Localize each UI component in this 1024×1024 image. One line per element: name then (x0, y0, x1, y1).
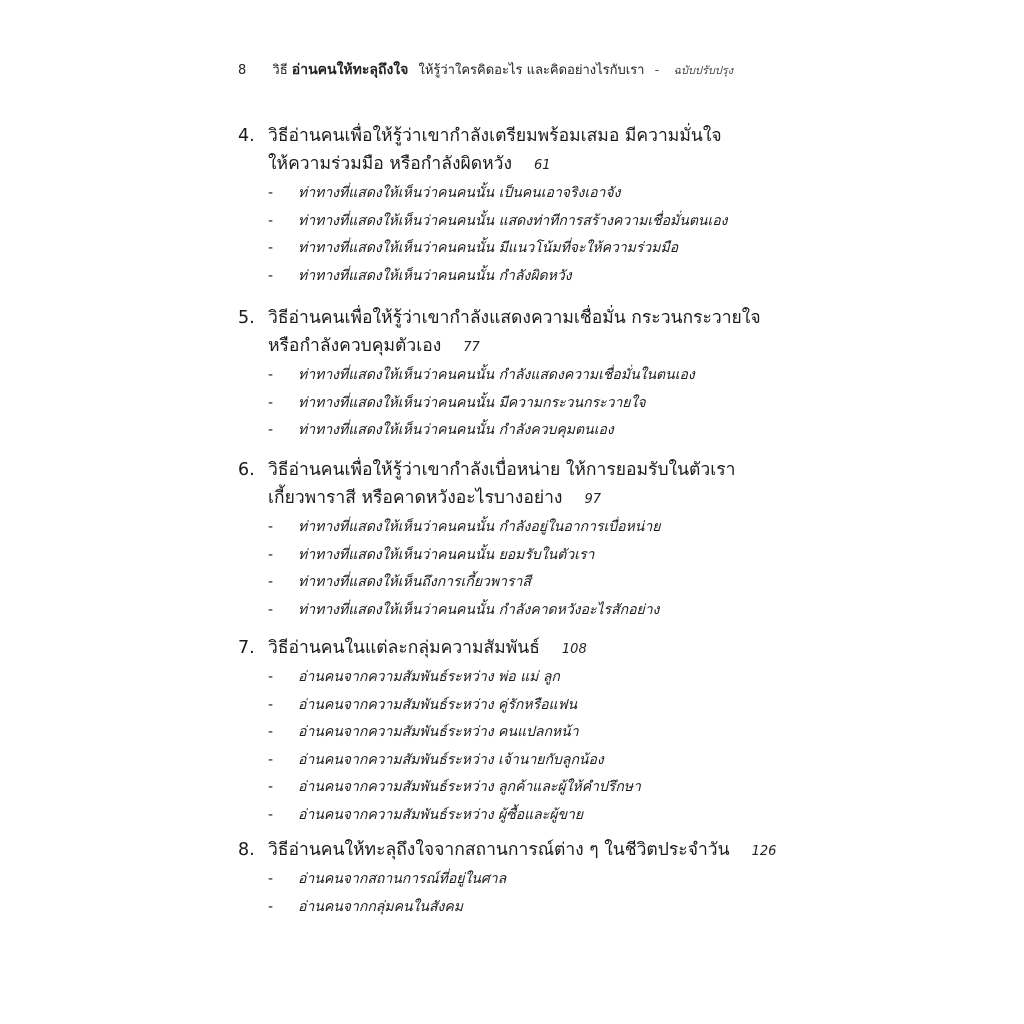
list-item: - ท่าทางที่แสดงให้เห็นว่าคนคนนั้น กำลังผิดหวัง (268, 267, 572, 284)
list-item-text: ท่าทางที่แสดงให้เห็นว่าคนคนนั้น ยอมรับในตัวเรา (298, 546, 595, 563)
list-item-text: อ่านคนจากความสัมพันธ์ระหว่าง พ่อ แม่ ลูก (298, 669, 560, 685)
list-item-text: อ่านคนจากความสัมพันธ์ระหว่าง ลูกค้าและผู้ให้คำปรึกษา (298, 779, 641, 795)
section-number: 5. (238, 308, 255, 328)
list-item-text: ท่าทางที่แสดงให้เห็นว่าคนคนนั้น กำลังผิดหวัง (298, 267, 572, 284)
edition-label: ฉบับปรับปรุง (673, 64, 734, 77)
section-title (238, 836, 798, 866)
list-item: - ท่าทางที่แสดงให้เห็นว่าคนคนนั้น กำลังควบคุมตนเอง (268, 422, 614, 438)
list-item: - อ่านคนจากสถานการณ์ที่อยู่ในศาล (268, 871, 507, 887)
list-item-text: ท่าทางที่แสดงให้เห็นถึงการเกี้ยวพาราสี (298, 574, 531, 590)
page-number: 8 (238, 63, 247, 78)
list-item-text: อ่านคนจากกลุ่มคนในสังคม (298, 898, 463, 915)
list-item: - ท่าทางที่แสดงให้เห็นว่าคนคนนั้น เป็นคนเอาจริงเอาจัง (268, 185, 621, 201)
section-title-line1: วิธีอ่านคนให้ทะลุถึงใจจากสถานการณ์ต่าง ๆ ในชีวิตประจำวัน (268, 840, 730, 860)
section-title-line1: วิธีอ่านคนในแต่ละกลุ่มความสัมพันธ์ (268, 638, 540, 658)
toc-section-4 (238, 122, 798, 290)
section-title-line1: วิธีอ่านคนเพื่อให้รู้ว่าเขากำลังเตรียมพร้อมเสมอ มีความมั่นใจ (268, 126, 722, 146)
book-title: อ่านคนให้ทะลุถึงใจ (291, 62, 409, 78)
list-item: - ท่าทางที่แสดงให้เห็นว่าคนคนนั้น มีแนวโน้มที่จะให้ความร่วมมือ (268, 240, 679, 256)
list-item: - ท่าทางที่แสดงให้เห็นว่าคนคนนั้น กำลังคาดหวังอะไรสักอย่าง (268, 601, 660, 618)
list-item: - ท่าทางที่แสดงให้เห็นว่าคนคนนั้น มีความกระวนกระวายใจ (268, 394, 646, 411)
section-page-number: 97 (584, 492, 602, 507)
section-number: 6. (238, 460, 255, 480)
list-item-text: ท่าทางที่แสดงให้เห็นว่าคนคนนั้น กำลังแสดงความเชื่อมั่นในตนเอง (298, 367, 695, 383)
list-item-text: ท่าทางที่แสดงให้เห็นว่าคนคนนั้น เป็นคนเอาจริงเอาจัง (298, 185, 621, 201)
list-item-text: ท่าทางที่แสดงให้เห็นว่าคนคนนั้น กำลังคาดหวังอะไรสักอย่าง (298, 601, 660, 618)
list-item: - ท่าทางที่แสดงให้เห็นว่าคนคนนั้น กำลังอยู่ในอาการเบื่อหน่าย (268, 519, 661, 535)
list-item: - ท่าทางที่แสดงให้เห็นถึงการเกี้ยวพาราสี (268, 574, 531, 590)
list-item: - อ่านคนจากความสัมพันธ์ระหว่าง ผู้ซื้อและผู้ขาย (268, 806, 584, 823)
section-title-line2: ให้ความร่วมมือ หรือกำลังผิดหวัง (268, 154, 513, 174)
section-title-line1: วิธีอ่านคนเพื่อให้รู้ว่าเขากำลังแสดงความเชื่อมั่น กระวนกระวายใจ (268, 308, 761, 328)
section-items (238, 180, 798, 290)
list-item: - ท่าทางที่แสดงให้เห็นว่าคนคนนั้น กำลังแสดงความเชื่อมั่นในตนเอง (268, 367, 695, 383)
toc-section-5 (238, 304, 798, 445)
list-item-text: อ่านคนจากความสัมพันธ์ระหว่าง ผู้ซื้อและผู้ขาย (298, 806, 584, 823)
list-item-text: ท่าทางที่แสดงให้เห็นว่าคนคนนั้น มีแนวโน้มที่จะให้ความร่วมมือ (298, 240, 679, 256)
book-subtitle: ให้รู้ว่าใครคิดอะไร และคิดอย่างไรกับเรา (418, 63, 645, 78)
section-items (238, 866, 798, 921)
section-number: 8. (238, 840, 255, 860)
section-title (238, 634, 798, 664)
section-title-line2: หรือกำลังควบคุมตัวเอง (268, 336, 442, 356)
list-item: - ท่าทางที่แสดงให้เห็นว่าคนคนนั้น แสดงท่าทีการสร้างความเชื่อมั่นตนเอง (268, 212, 728, 229)
list-item-text: ท่าทางที่แสดงให้เห็นว่าคนคนนั้น กำลังอยู่ในอาการเบื่อหน่าย (298, 519, 661, 535)
list-item-text: อ่านคนจากความสัมพันธ์ระหว่าง เจ้านายกับลูกน้อง (298, 751, 604, 768)
section-title-line2: เกี้ยวพาราสี หรือคาดหวังอะไรบางอย่าง (268, 488, 563, 508)
toc-section-8 (238, 836, 798, 921)
header-separator: - (654, 63, 660, 78)
list-item-text: ท่าทางที่แสดงให้เห็นว่าคนคนนั้น แสดงท่าทีการสร้างความเชื่อมั่นตนเอง (298, 212, 728, 229)
section-page-number: 126 (751, 844, 777, 859)
section-title-line1: วิธีอ่านคนเพื่อให้รู้ว่าเขากำลังเบื่อหน่าย ให้การยอมรับในตัวเรา (268, 460, 736, 480)
list-item-text: อ่านคนจากความสัมพันธ์ระหว่าง คู่รักหรือแฟน (298, 696, 578, 713)
list-item-text: อ่านคนจากสถานการณ์ที่อยู่ในศาล (298, 871, 507, 887)
toc-section-7 (238, 634, 798, 829)
section-items (238, 362, 798, 445)
section-title (238, 456, 798, 514)
section-number: 7. (238, 638, 255, 658)
running-header (238, 60, 733, 81)
section-title (238, 122, 798, 180)
list-item: - อ่านคนจากความสัมพันธ์ระหว่าง คนแปลกหน้า (268, 724, 579, 740)
list-item-text: ท่าทางที่แสดงให้เห็นว่าคนคนนั้น กำลังควบคุมตนเอง (298, 422, 614, 438)
list-item: - ท่าทางที่แสดงให้เห็นว่าคนคนนั้น ยอมรับในตัวเรา (268, 546, 595, 563)
list-item: - อ่านคนจากความสัมพันธ์ระหว่าง เจ้านายกับลูกน้อง (268, 751, 604, 768)
section-items (238, 664, 798, 829)
section-number: 4. (238, 126, 255, 146)
header-prefix: วิธี (272, 63, 288, 78)
list-item-text: ท่าทางที่แสดงให้เห็นว่าคนคนนั้น มีความกระวนกระวายใจ (298, 394, 646, 411)
section-page-number: 108 (561, 642, 587, 657)
section-page-number: 77 (463, 340, 480, 355)
section-items (238, 514, 798, 624)
list-item: - อ่านคนจากความสัมพันธ์ระหว่าง พ่อ แม่ ลูก (268, 669, 560, 685)
toc-section-6 (238, 456, 798, 624)
list-item: - อ่านคนจากความสัมพันธ์ระหว่าง ลูกค้าและผู้ให้คำปรึกษา (268, 779, 641, 795)
list-item: - อ่านคนจากกลุ่มคนในสังคม (268, 898, 463, 915)
list-item: - อ่านคนจากความสัมพันธ์ระหว่าง คู่รักหรือแฟน (268, 696, 578, 713)
section-title (238, 304, 798, 362)
list-item-text: อ่านคนจากความสัมพันธ์ระหว่าง คนแปลกหน้า (298, 724, 579, 740)
section-page-number: 61 (534, 158, 551, 173)
